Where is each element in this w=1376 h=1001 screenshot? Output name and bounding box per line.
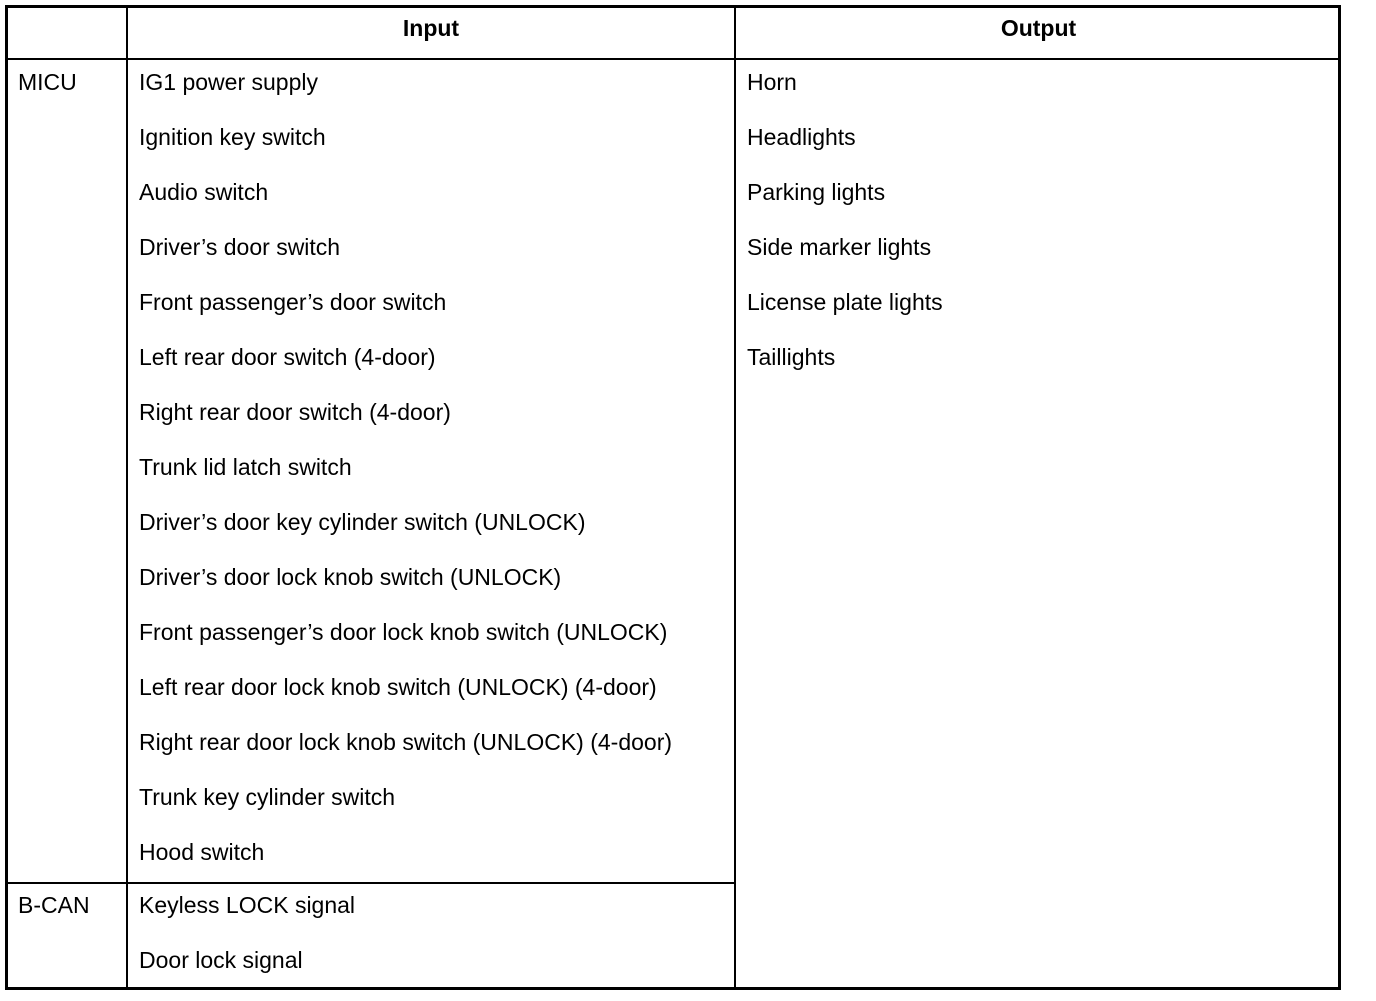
list-item: Keyless LOCK signal (139, 892, 356, 918)
header-divider (8, 58, 1341, 60)
source-bcan: B-CAN (18, 892, 90, 918)
list-item: Front passenger’s door switch (139, 289, 447, 315)
output-list (747, 68, 943, 398)
list-item: Door lock signal (139, 947, 303, 973)
list-item: Front passenger’s door lock knob switch (UNLOCK) (139, 619, 668, 645)
list-item: License plate lights (747, 289, 943, 315)
list-item: Driver’s door key cylinder switch (UNLOCK) (139, 509, 586, 535)
header-input: Input (402, 15, 460, 41)
list-item: Right rear door switch (4-door) (139, 399, 451, 425)
list-item: Trunk key cylinder switch (139, 784, 396, 810)
list-item: Taillights (747, 344, 836, 370)
list-item: Right rear door lock knob switch (UNLOCK) (4-door) (139, 729, 673, 755)
list-item: Side marker lights (747, 234, 932, 260)
list-item: Driver’s door switch (139, 234, 341, 260)
list-item: Horn (747, 69, 797, 95)
header-output: Output (1000, 15, 1077, 41)
column-divider-source (126, 8, 128, 990)
micu-input-list (139, 68, 672, 893)
list-item: Left rear door switch (4-door) (139, 344, 436, 370)
list-item: Hood switch (139, 839, 265, 865)
list-item: Driver’s door lock knob switch (UNLOCK) (139, 564, 562, 590)
list-item: IG1 power supply (139, 69, 318, 95)
list-item: Headlights (747, 124, 856, 150)
bcan-input-list (139, 891, 355, 1001)
column-divider-input (734, 8, 736, 990)
list-item: Audio switch (139, 179, 269, 205)
source-micu: MICU (18, 69, 77, 95)
list-item: Trunk lid latch switch (139, 454, 352, 480)
list-item: Left rear door lock knob switch (UNLOCK) (4-door) (139, 674, 657, 700)
list-item: Ignition key switch (139, 124, 326, 150)
list-item: Parking lights (747, 179, 886, 205)
